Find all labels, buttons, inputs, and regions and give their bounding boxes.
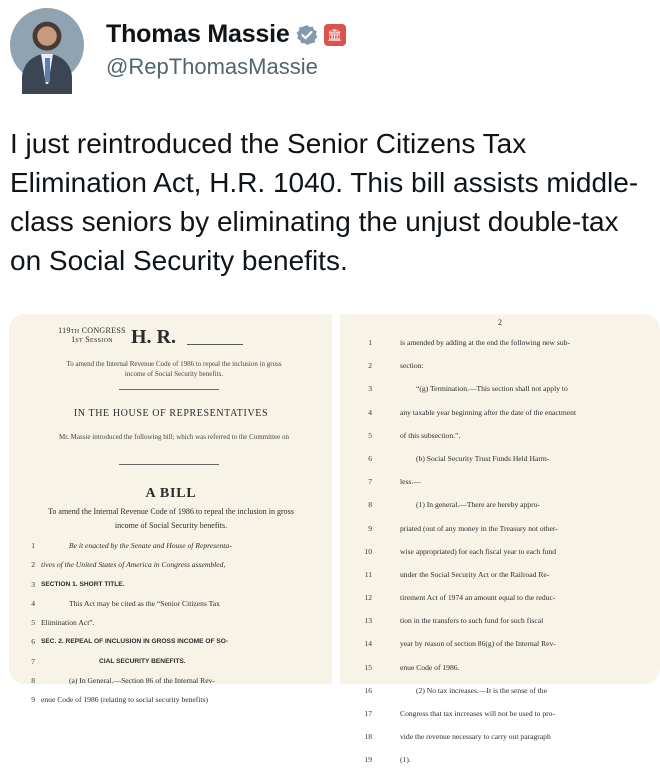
divider <box>119 464 219 465</box>
bill-page-2 <box>340 314 660 765</box>
line-number: 6 <box>368 453 372 463</box>
bill-purpose: To amend the Internal Revenue Code of 1986 to repeal the inclusion in gross income of Social Security benefits. <box>48 507 294 530</box>
line-text: enue Code of 1986 (relating to social security benefits) <box>41 695 209 705</box>
bill-line <box>354 609 654 632</box>
bill-line <box>354 679 654 702</box>
line-text: of this subsection.”. <box>400 430 461 440</box>
line-text: priated (out of any money in the Treasury not other- <box>400 523 558 533</box>
line-number: 11 <box>364 569 372 579</box>
line-text: less.— <box>400 477 421 487</box>
bill-line <box>19 632 327 651</box>
line-text: section: <box>400 361 424 371</box>
congress-session-text: 119th CONGRESS <box>58 326 126 335</box>
bill-line <box>354 725 654 748</box>
line-number: 3 <box>368 384 372 394</box>
author-name-row <box>106 20 346 49</box>
line-number: 7 <box>31 656 35 666</box>
line-number: 9 <box>31 695 35 705</box>
bill-line <box>354 377 654 400</box>
line-text: tion in the transfers to such fund for such fiscal <box>400 616 544 626</box>
line-text: “(g) Termination.—This section shall not apply to <box>416 384 568 394</box>
bill-line <box>354 702 654 725</box>
bill-purpose-short: To amend the Internal Revenue Code of 1986 to repeal the inclusion in gross income of Social Security benefits. <box>66 360 282 378</box>
line-text: any taxable year beginning after the date of the enactment <box>400 407 577 417</box>
line-number: 5 <box>368 430 372 440</box>
line-number: 18 <box>364 732 372 742</box>
bill-line <box>19 671 327 690</box>
page-number: 2 <box>498 318 502 327</box>
government-building-icon: 🏛 <box>324 24 346 46</box>
line-number: 1 <box>368 338 372 347</box>
bill-line <box>354 517 654 540</box>
line-text: year by reason of section 86(g) of the Internal Rev- <box>400 639 556 649</box>
line-text: (1). <box>400 755 411 765</box>
bill-line <box>354 586 654 609</box>
line-number: 9 <box>368 523 372 533</box>
bill-line <box>19 690 327 709</box>
line-text: enue Code of 1986. <box>400 662 460 672</box>
congress-label <box>57 326 127 344</box>
line-number: 8 <box>31 676 35 686</box>
line-text: Congress that tax increases will not be used to pro- <box>400 709 556 718</box>
bill-line <box>354 540 654 563</box>
bill-line <box>354 563 654 586</box>
bill-line <box>354 447 654 470</box>
line-number: 2 <box>368 361 372 371</box>
bill-line <box>19 594 327 613</box>
bill-line <box>19 652 327 671</box>
line-text: (1) In general.—There are hereby appro- <box>416 500 540 510</box>
house-heading: IN THE HOUSE OF REPRESENTATIVES <box>73 408 269 419</box>
bill-line <box>19 613 327 632</box>
author-display-name[interactable]: Thomas Massie <box>106 20 290 48</box>
verified-badge-icon <box>296 24 318 46</box>
line-text: Be it enacted by the Senate and House of Representa- <box>69 541 232 550</box>
line-number: 4 <box>31 598 35 608</box>
bill-line <box>354 656 654 679</box>
line-text: This Act may be cited as the “Senior Citizens Tax <box>69 598 220 608</box>
bill-line <box>354 632 654 655</box>
line-number: 16 <box>364 685 372 695</box>
bill-line <box>354 354 654 377</box>
bill-page-1-lines <box>19 536 327 710</box>
line-text: under the Social Security Act or the Railroad Re- <box>400 569 550 579</box>
a-bill-heading: A BILL <box>145 486 197 501</box>
bill-line <box>354 748 654 771</box>
line-number: 15 <box>364 662 372 672</box>
line-number: 3 <box>31 579 35 589</box>
media-image-bill-page-2[interactable] <box>340 314 660 765</box>
bill-page-1 <box>9 314 332 705</box>
congress-session-text: 1st Session <box>71 335 113 344</box>
line-number: 14 <box>364 639 372 649</box>
line-number: 10 <box>364 546 372 556</box>
line-number: 8 <box>368 500 372 510</box>
bill-line <box>19 575 327 594</box>
bill-line <box>354 331 654 354</box>
bill-number-blank <box>187 344 243 345</box>
line-text: (2) No tax increases.—It is the sense of the <box>416 685 547 695</box>
line-number: 12 <box>364 593 372 603</box>
media-image-bill-page-1[interactable] <box>9 314 332 705</box>
line-text: wise appropriated) for each fiscal year to each fund <box>400 546 557 556</box>
bill-line <box>354 401 654 424</box>
line-text: tirement Act of 1974 an amount equal to the reduc- <box>400 593 556 603</box>
line-number: 13 <box>364 616 372 626</box>
line-number: 5 <box>31 618 35 628</box>
author-avatar[interactable] <box>10 8 84 82</box>
line-number: 4 <box>368 407 372 417</box>
line-number: 6 <box>31 637 35 647</box>
bill-line <box>354 493 654 516</box>
line-number: 19 <box>364 755 372 765</box>
line-number: 2 <box>31 560 35 570</box>
bill-line <box>19 536 327 555</box>
bill-line <box>354 424 654 447</box>
line-text: (a) In General.—Section 86 of the Internal Rev- <box>69 676 215 686</box>
tweet-header <box>10 6 650 86</box>
bill-hr-heading: H. R. <box>131 326 176 348</box>
introduction-statement: Mr. Massie introduced the following bill; which was referred to the Committee on <box>59 433 289 441</box>
line-number: 1 <box>31 541 35 550</box>
line-text: is amended by adding at the end the following new sub- <box>400 338 570 347</box>
line-text: vide the revenue necessary to carry out paragraph <box>400 732 551 742</box>
tweet-text: I just reintroduced the Senior Citizens Tax Elimination Act, H.R. 1040. This bill assists middle-class seniors by eliminating the unjust double-tax on Social Security benefits. <box>10 128 639 276</box>
line-text: Elimination Act”. <box>41 618 95 628</box>
line-number: 7 <box>368 477 372 487</box>
bill-page-2-lines <box>354 331 654 772</box>
divider <box>119 389 219 390</box>
line-number: 17 <box>364 709 372 718</box>
line-text: SEC. 2. REPEAL OF INCLUSION IN GROSS INCOME OF SO- <box>41 638 229 646</box>
line-text: CIAL SECURITY BENEFITS. <box>99 657 186 665</box>
line-text: SECTION 1. SHORT TITLE. <box>41 580 125 588</box>
author-handle[interactable]: @RepThomasMassie <box>106 54 318 79</box>
bill-line <box>354 470 654 493</box>
bill-line <box>19 555 327 574</box>
line-text: tives of the United States of America in Congress assembled, <box>41 560 226 570</box>
line-text: (b) Social Security Trust Funds Held Harm- <box>416 453 550 463</box>
